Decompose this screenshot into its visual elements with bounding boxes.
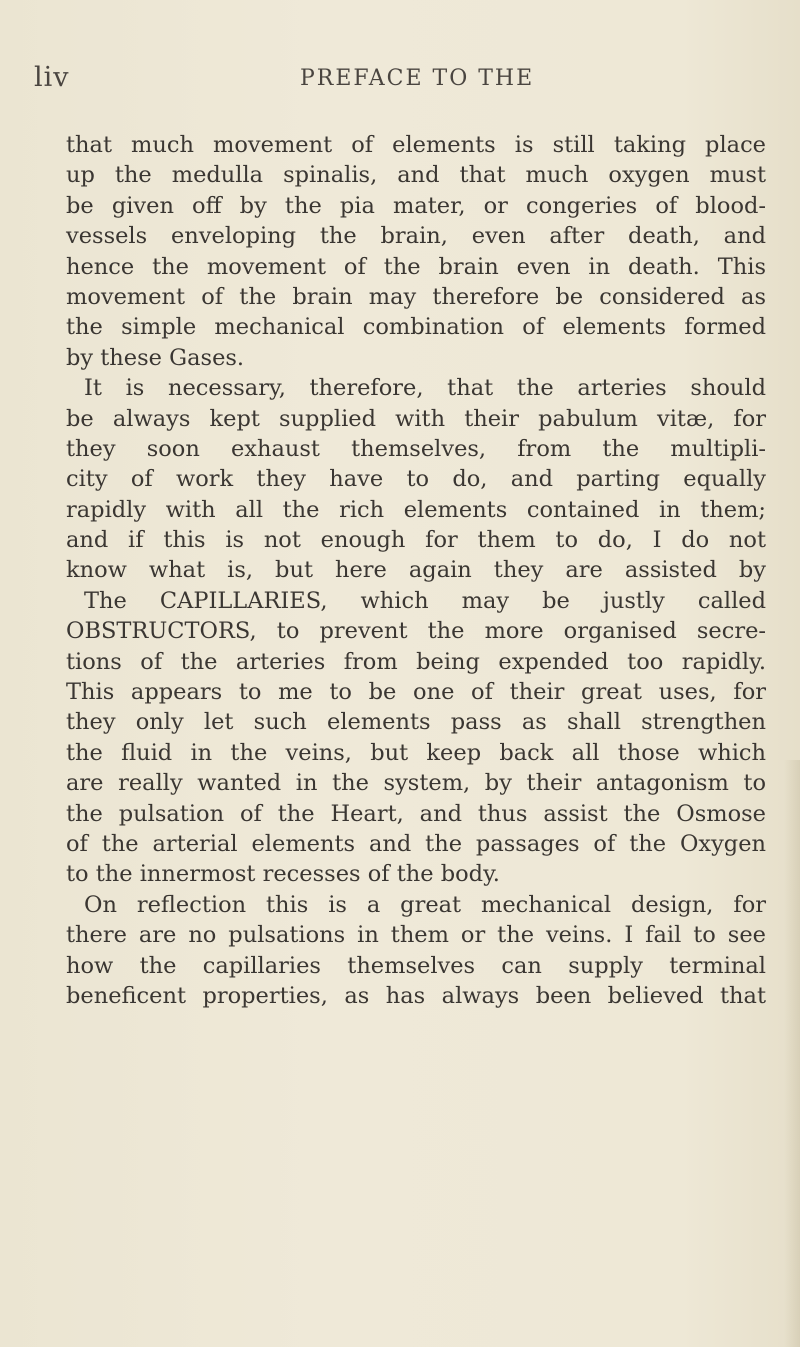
text-line: of the arterial elements and the passages of the Oxygen [66, 830, 766, 857]
text-line: the pulsation of the Heart, and thus assist the Osmose [66, 800, 766, 827]
text-line: by these Gases. [66, 344, 245, 371]
text-line: there are no pulsations in them or the veins. I fail to see [66, 922, 766, 949]
text-line: they soon exhaust themselves, from the multipli- [66, 435, 766, 462]
body-text [66, 130, 766, 1011]
text-line: be always kept supplied with their pabulum vitæ, for [66, 405, 766, 432]
text-line: vessels enveloping the brain, even after death, and [66, 223, 766, 250]
text-line: city of work they have to do, and parting equally [66, 466, 766, 493]
text-line: beneficent properties, as has always been believed that [66, 982, 766, 1009]
text-line: the simple mechanical combination of elements formed [66, 314, 766, 341]
text-line: The CAPILLARIES, which may be justly called [84, 587, 766, 614]
text-line: and if this is not enough for them to do, I do not [66, 527, 766, 554]
text-line: hence the movement of the brain even in death. This [66, 253, 766, 280]
text-line: the fluid in the veins, but keep back all those which [66, 739, 766, 766]
text-line: rapidly with all the rich elements contained in them; [66, 496, 766, 523]
running-head: PREFACE TO THE [300, 66, 535, 91]
text-line: are really wanted in the system, by their antagonism to [66, 770, 766, 797]
text-line: tions of the arteries from being expended too rapidly. [66, 648, 766, 675]
text-line: This appears to me to be one of their great uses, for [66, 679, 766, 706]
text-line: how the capillaries themselves can supply terminal [66, 952, 766, 979]
text-line: On reflection this is a great mechanical design, for [84, 891, 766, 918]
text-line: know what is, but here again they are assisted by [66, 557, 766, 584]
text-line: It is necessary, therefore, that the arteries should [84, 375, 766, 402]
page-header [0, 62, 800, 102]
text-line: movement of the brain may therefore be considered as [66, 283, 766, 310]
text-line: to the innermost recesses of the body. [66, 861, 500, 888]
text-line: they only let such elements pass as shall strengthen [66, 709, 766, 736]
text-line: that much movement of elements is still taking place [66, 132, 766, 158]
text-line: be given off by the pia mater, or congeries of blood- [66, 192, 766, 219]
page-number: liv [34, 62, 70, 93]
page-edge-shadow [784, 760, 800, 1347]
text-line: up the medulla spinalis, and that much oxygen must [66, 162, 766, 189]
text-line: OBSTRUCTORS, to prevent the more organised secre- [66, 618, 766, 645]
